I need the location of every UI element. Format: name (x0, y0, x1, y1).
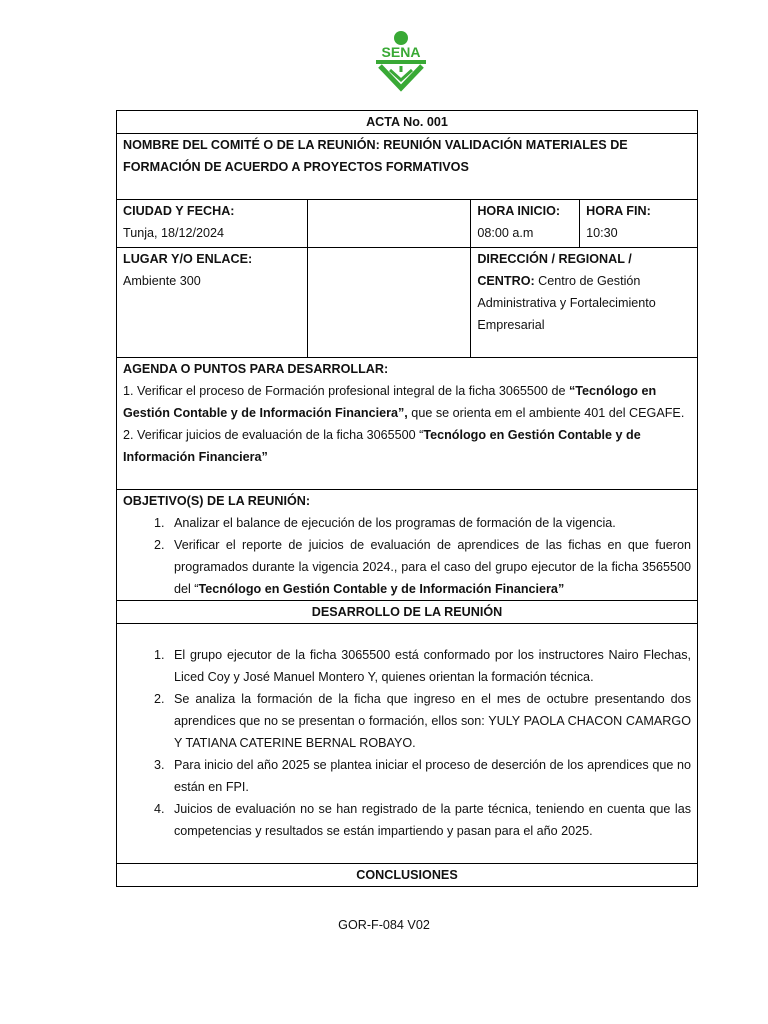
agenda-2-text: 2. Verificar juicios de evaluación de la ficha 3065500 “ (123, 428, 424, 442)
objetivos-list (123, 512, 691, 600)
hora-inicio-label: HORA INICIO: (477, 204, 561, 218)
agenda-1-text: 1. Verificar el proceso de Formación profesional integral de la ficha 3065500 de (123, 384, 569, 398)
direccion-cell (471, 248, 698, 358)
nombre-label: NOMBRE DEL COMITÉ O DE LA REUNIÓN: (123, 138, 380, 152)
objetivos-label: OBJETIVO(S) DE LA REUNIÓN: (123, 494, 311, 508)
hora-fin-value: 10:30 (586, 226, 618, 240)
objetivo-2-text: Verificar el reporte de juicios de evaluación de aprendices de las fichas en que fueron programados durante la vigencia 2024., para el caso del grupo ejecutor de la ficha 3565500 del “ (174, 538, 691, 596)
agenda-item-1 (123, 380, 691, 424)
hora-inicio-value: 08:00 a.m (477, 226, 534, 240)
lugar-cell (117, 248, 308, 358)
ciudad-label: CIUDAD Y FECHA: (123, 204, 235, 218)
agenda-item-2 (123, 424, 691, 468)
desarrollo-heading: DESARROLLO DE LA REUNIÓN (117, 601, 698, 624)
direccion-label: DIRECCIÓN / REGIONAL / CENTRO: (477, 252, 632, 288)
acta-title: ACTA No. 001 (117, 111, 698, 134)
list-item: 2. Se analiza la formación de la ficha que ingreso en el mes de octubre presentando dos aprendices que no se presentan o formación, ellos son: YULY PAOLA CHACON CAMARGO Y TATIANA CATERINE BERNAL ROBAYO. (168, 688, 691, 754)
document-code: GOR-F-084 V02 (338, 918, 430, 932)
agenda-cell (117, 358, 698, 490)
desarrollo-list (123, 644, 691, 842)
list-item: 4. Juicios de evaluación no se han registrado de la parte técnica, teniendo en cuenta que las competencias y resultados se están impartiendo y pasan para el año 2025. (168, 798, 691, 842)
objetivos-cell (117, 490, 698, 601)
ciudad-fecha-cell (117, 200, 308, 248)
sena-logo (368, 30, 434, 92)
lugar-value: Ambiente 300 (123, 274, 201, 288)
list-item: 1. Analizar el balance de ejecución de los programas de formación de la vigencia. (168, 512, 691, 534)
list-item: 3. Para inicio del año 2025 se plantea iniciar el proceso de deserción de los aprendices que no están en FPI. (168, 754, 691, 798)
acta-table (116, 110, 698, 887)
hora-fin-label: HORA FIN: (586, 204, 651, 218)
agenda-label: AGENDA O PUNTOS PARA DESARROLLAR: (123, 362, 389, 376)
agenda-1-program: “Tecnólogo en Gestión Contable y de Información Financiera”, (123, 384, 657, 420)
nombre-reunion-cell (117, 134, 698, 200)
list-item: 1. El grupo ejecutor de la ficha 3065500 está conformado por los instructores Nairo Flechas, Liced Coy y José Manuel Montero Y, quienes orientan la formación técnica. (168, 644, 691, 688)
ciudad-value: Tunja, 18/12/2024 (123, 226, 225, 240)
lugar-label: LUGAR Y/O ENLACE: (123, 252, 253, 266)
desarrollo-cell (117, 624, 698, 864)
hora-fin-cell (580, 200, 698, 248)
nombre-value: REUNIÓN VALIDACIÓN MATERIALES DE FORMACIÓN DE ACUERDO A PROYECTOS FORMATIVOS (123, 138, 628, 174)
hora-inicio-cell (471, 200, 580, 248)
direccion-value: Centro de Gestión Administrativa y Fortalecimiento Empresarial (477, 274, 656, 332)
agenda-1-rest: que se orienta em el ambiente 401 del CEGAFE. (407, 406, 685, 420)
conclusiones-heading: CONCLUSIONES (117, 864, 698, 887)
sena-logo-text: SENA (381, 44, 421, 60)
empty-cell (307, 200, 471, 248)
list-item (168, 534, 691, 600)
empty-cell (307, 248, 471, 358)
objetivo-2-program: Tecnólogo en Gestión Contable y de Información Financiera” (198, 582, 565, 596)
agenda-2-program: Tecnólogo en Gestión Contable y de Información Financiera” (123, 428, 641, 464)
